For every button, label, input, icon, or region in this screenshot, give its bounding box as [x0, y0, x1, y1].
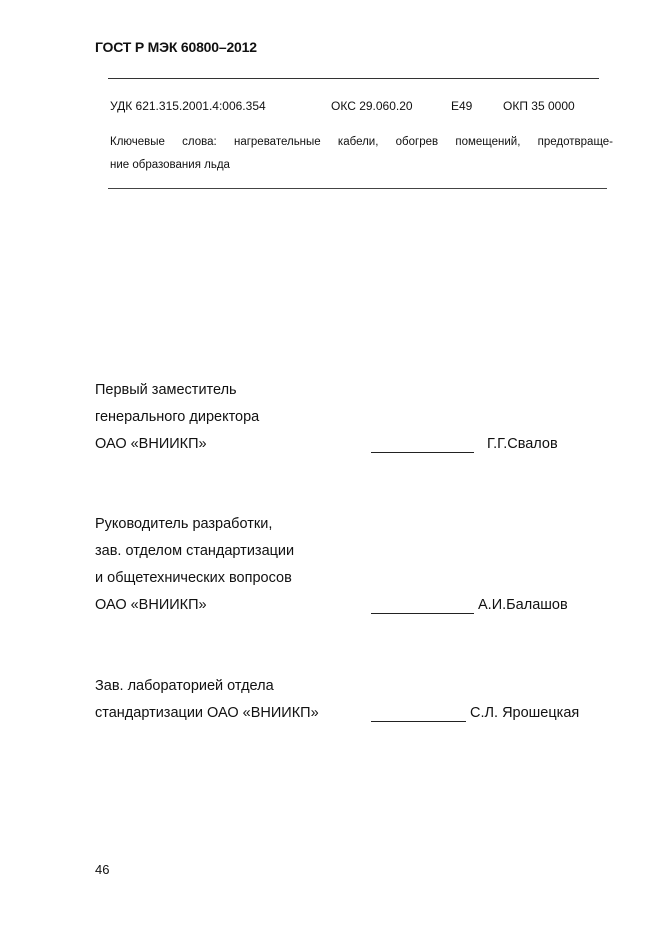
signature-2-line-1: Руководитель разработки,: [95, 516, 273, 532]
top-divider: [108, 78, 599, 79]
signature-2-line-4: ОАО «ВНИИКП»: [95, 597, 207, 613]
signature-2-name: А.И.Балашов: [478, 597, 568, 613]
keywords-line-1: Ключевые слова: нагревательные кабели, обогрев помещений, предотвраще-: [110, 136, 613, 148]
group-code: Е49: [451, 99, 473, 113]
signature-1-line-3: ОАО «ВНИИКП»: [95, 436, 207, 452]
page-number: 46: [95, 862, 110, 877]
signature-3-line-1: Зав. лабораторией отдела: [95, 678, 274, 694]
oks-code: ОКС 29.060.20: [331, 99, 413, 113]
signature-1-line-1: Первый заместитель: [95, 382, 237, 398]
document-header: ГОСТ Р МЭК 60800–2012: [95, 39, 257, 55]
signature-2-line-3: и общетехнических вопросов: [95, 570, 292, 586]
bottom-divider: [108, 188, 607, 189]
signature-2-line-2: зав. отделом стандартизации: [95, 543, 295, 559]
signature-3-line-2: стандартизации ОАО «ВНИИКП»: [95, 705, 319, 721]
keywords-line-2: ние образования льда: [110, 159, 230, 171]
signature-1-line-2: генерального директора: [95, 409, 260, 425]
okp-code: ОКП 35 0000: [503, 99, 575, 113]
udk-code: УДК 621.315.2001.4:006.354: [110, 99, 266, 113]
signature-1-name: Г.Г.Свалов: [487, 436, 558, 452]
signature-2-blank: [371, 613, 474, 614]
signature-1-blank: [371, 452, 474, 453]
signature-3-blank: [371, 721, 466, 722]
signature-3-name: С.Л. Ярошецкая: [470, 705, 580, 721]
keywords-block: [110, 131, 613, 177]
